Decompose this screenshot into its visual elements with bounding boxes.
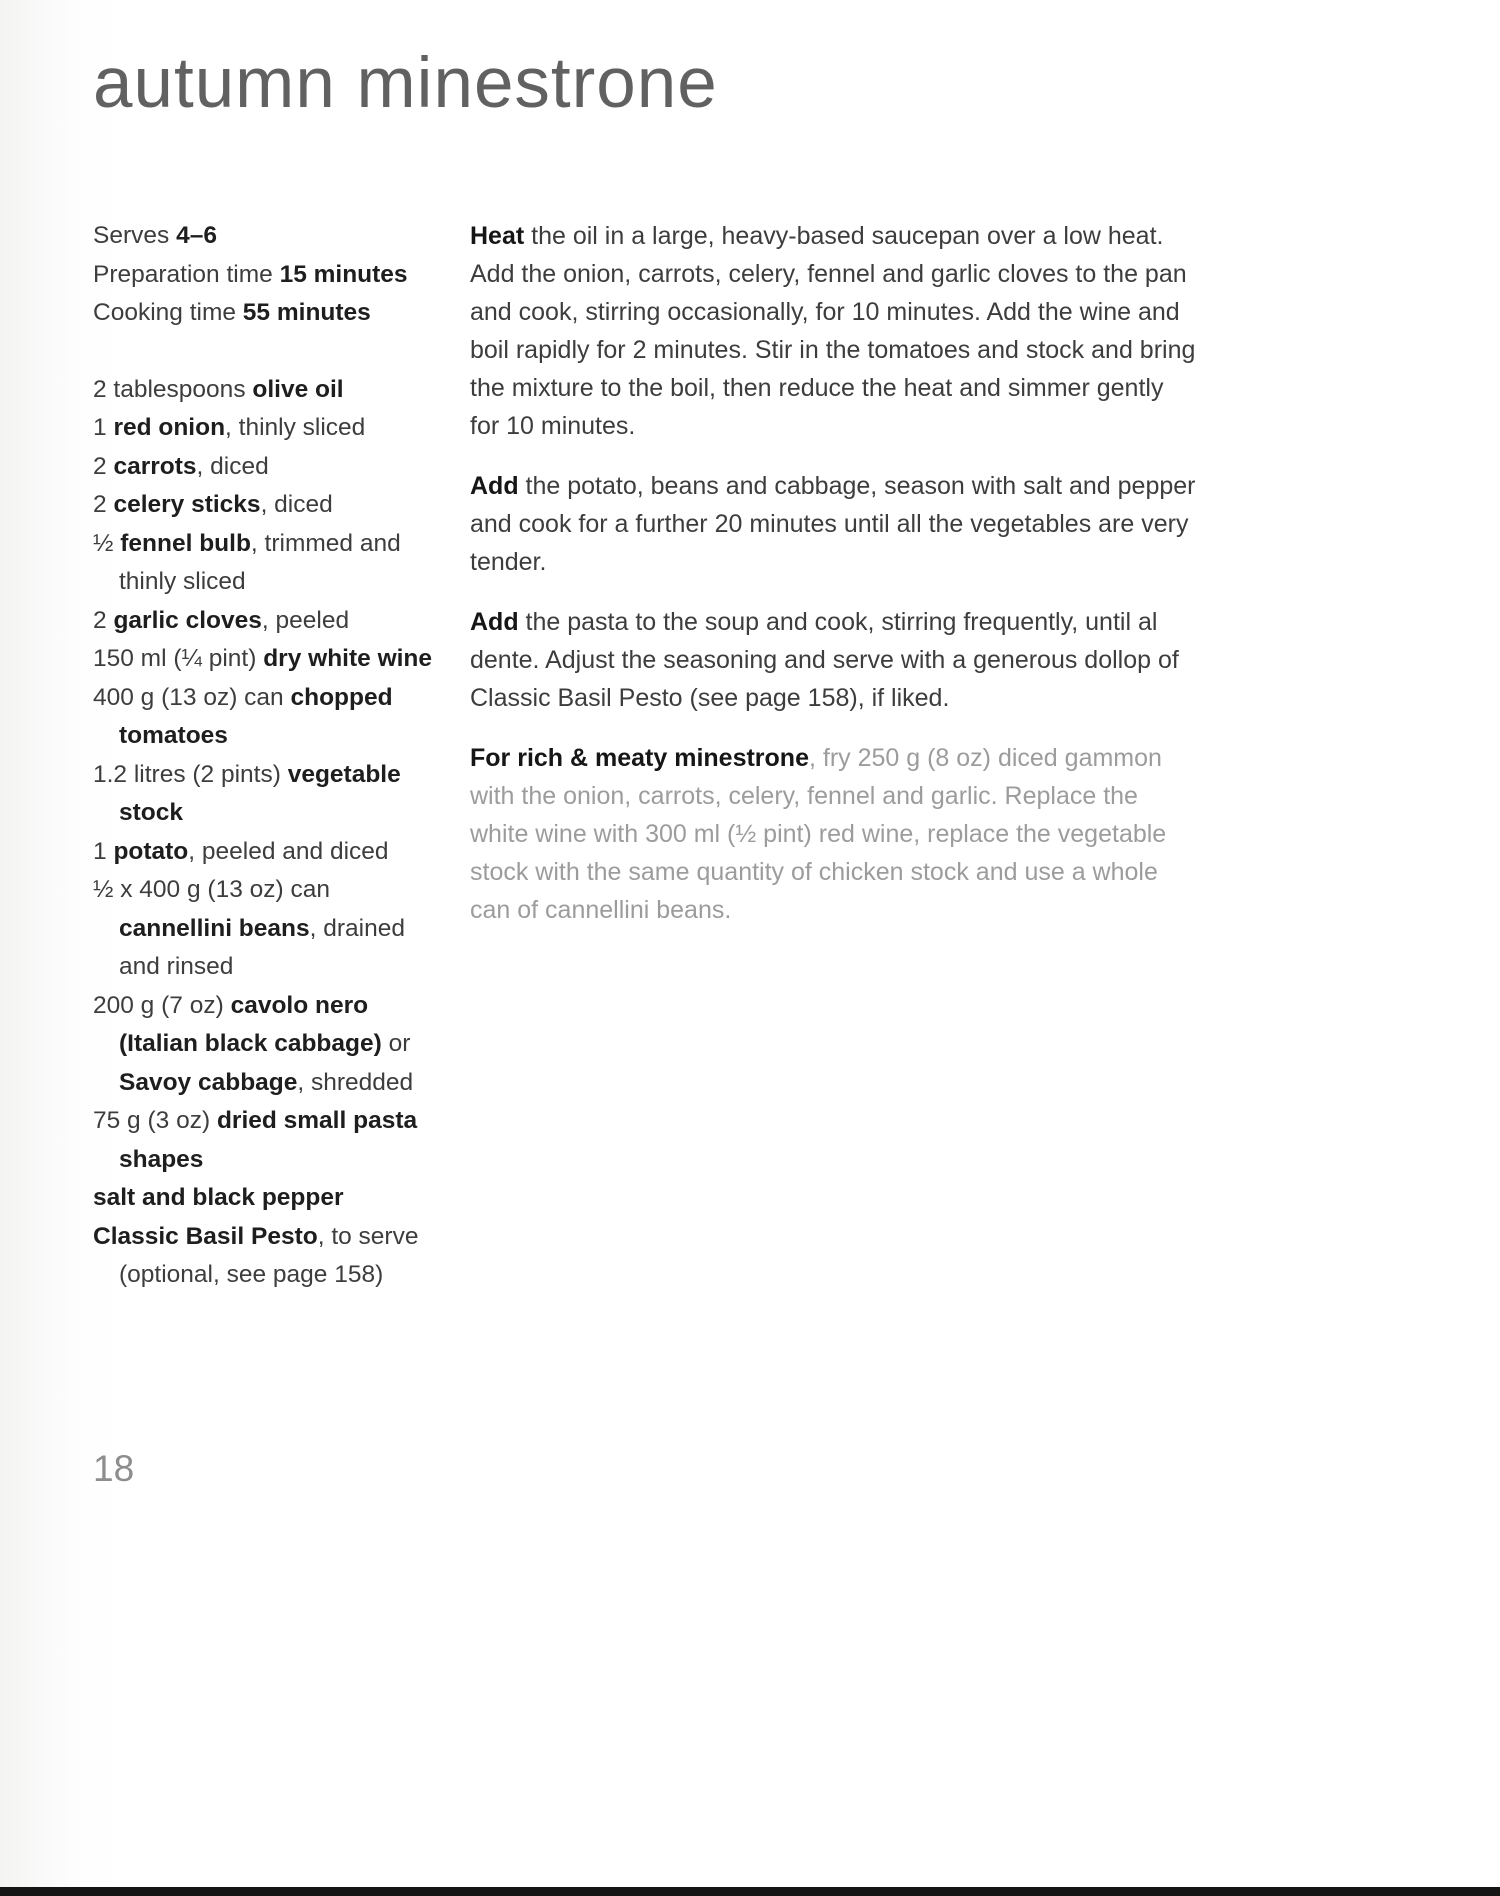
meta-bold: 4–6: [176, 222, 217, 249]
ingredient-line: [93, 1218, 441, 1295]
ingredient-line: [93, 409, 441, 448]
ingredient-text: 1: [93, 837, 114, 865]
ingredient-bold: dry white wine: [263, 645, 433, 672]
ingredient-line: [93, 640, 441, 679]
ingredient-line: [93, 525, 441, 602]
meta-line: [93, 256, 441, 295]
ingredient-line: [93, 602, 441, 641]
ingredient-line: [93, 756, 441, 833]
ingredient-bold: vegetable stock: [119, 760, 401, 826]
ingredient-line: [93, 448, 441, 487]
ingredient-text: , diced: [196, 452, 269, 480]
ingredient-bold: Savoy cabbage: [119, 1068, 298, 1096]
ingredient-line: [93, 371, 441, 410]
ingredient-text: 2: [93, 452, 114, 480]
meta-bold: 55 minutes: [242, 299, 371, 326]
paragraph-lead: Add: [470, 472, 519, 500]
ingredient-text: ½ x 400 g (13 oz) can: [93, 876, 330, 903]
paragraph-body: the potato, beans and cabbage, season with salt and pepper and cook for a further 20 minutes until all the vegetables are very tender.: [470, 472, 1196, 576]
ingredient-bold: fennel bulb: [120, 529, 251, 557]
ingredient-text: , peeled: [261, 606, 350, 634]
paragraph-lead: For rich & meaty minestrone: [470, 744, 809, 772]
paragraph-body: , fry 250 g (8 oz) diced gammon with the onion, carrots, celery, fennel and garlic. Replace the white wine with 300 ml (½ pint) red wine, replace the vegetable stock with the same quantity of chicken stock and use a whole can of cannellini beans.: [470, 744, 1167, 924]
paragraph-lead: Add: [470, 608, 519, 636]
ingredient-bold: red onion: [113, 414, 226, 441]
ingredient-text: or: [381, 1030, 411, 1057]
ingredient-line: [93, 871, 441, 987]
ingredient-text: , peeled and diced: [188, 837, 389, 865]
ingredient-text: ½: [93, 529, 121, 557]
ingredient-bold: chopped tomatoes: [119, 683, 393, 749]
meta-bold: 15 minutes: [279, 260, 408, 288]
meta-line: [93, 217, 441, 256]
ingredient-text: 1.2 litres (2 pints): [93, 760, 288, 788]
ingredient-text: 150 ml (¼ pint): [93, 645, 264, 672]
meta-line: [93, 294, 441, 333]
variation-paragraph: [470, 739, 1198, 929]
ingredient-line: [93, 1179, 441, 1218]
page-number: 18: [93, 1448, 135, 1489]
paragraph-body: the oil in a large, heavy-based saucepan over a low heat. Add the onion, carrots, celery, fennel and garlic cloves to the pan and cook, stirring occasionally, for 10 minutes. Add the wine and boil rapidly for 2 minutes. Stir in the tomatoes and stock and bring the mixture to the boil, then reduce the heat and simmer gently for 10 minutes.: [470, 222, 1196, 440]
ingredient-text: , to serve (optional, see page 158): [119, 1222, 419, 1288]
paragraph-body: the pasta to the soup and cook, stirring frequently, until al dente. Adjust the seasoning and serve with a generous dollop of Classic Basil Pesto (see page 158), if liked.: [470, 608, 1179, 712]
ingredient-bold: Classic Basil Pesto: [93, 1222, 318, 1250]
ingredient-text: 200 g (7 oz): [93, 991, 231, 1019]
ingredient-text: , shredded: [297, 1068, 414, 1096]
ingredient-text: 400 g (13 oz) can: [93, 683, 291, 711]
ingredient-bold: celery sticks: [113, 491, 261, 518]
ingredient-bold: garlic cloves: [113, 606, 262, 634]
ingredient-bold: carrots: [113, 452, 197, 480]
ingredient-bold: cannellini beans: [119, 914, 310, 942]
ingredient-line: [93, 486, 441, 525]
ingredient-text: , thinly sliced: [225, 414, 366, 441]
ingredient-line: [93, 833, 441, 872]
ingredient-text: 1: [93, 414, 114, 441]
ingredient-bold: salt and black pepper: [93, 1184, 344, 1211]
method-paragraph: [470, 467, 1198, 581]
recipe-meta: [93, 217, 441, 333]
meta-text: Serves: [93, 222, 177, 249]
ingredient-line: [93, 987, 441, 1103]
method-paragraph: [470, 217, 1198, 445]
content-columns: [93, 217, 1500, 1295]
ingredient-text: 75 g (3 oz): [93, 1107, 217, 1134]
ingredient-text: , drained and rinsed: [119, 914, 405, 980]
ingredient-bold: dried small pasta shapes: [119, 1107, 418, 1173]
ingredient-bold: olive oil: [252, 375, 344, 403]
page-title: autumn minestrone: [93, 44, 718, 123]
method-paragraph: [470, 603, 1198, 717]
meta-text: Cooking time: [93, 299, 243, 326]
ingredient-bold: cavolo nero (Italian black cabbage): [119, 991, 382, 1057]
paragraph-lead: Heat: [470, 222, 525, 250]
meta-text: Preparation time: [93, 260, 280, 288]
ingredients-list: [93, 371, 441, 1295]
scan-edge-bar: [0, 1887, 1500, 1896]
ingredients-column: [93, 217, 441, 1295]
ingredient-text: 2: [93, 491, 114, 518]
ingredient-line: [93, 679, 441, 756]
ingredient-text: 2: [93, 606, 114, 634]
ingredient-line: [93, 1102, 441, 1179]
ingredient-text: , trimmed and thinly sliced: [119, 529, 401, 595]
ingredient-text: 2 tablespoons: [93, 375, 253, 403]
ingredient-text: , diced: [260, 491, 333, 518]
method-column: [470, 217, 1198, 951]
ingredient-bold: potato: [113, 837, 189, 865]
